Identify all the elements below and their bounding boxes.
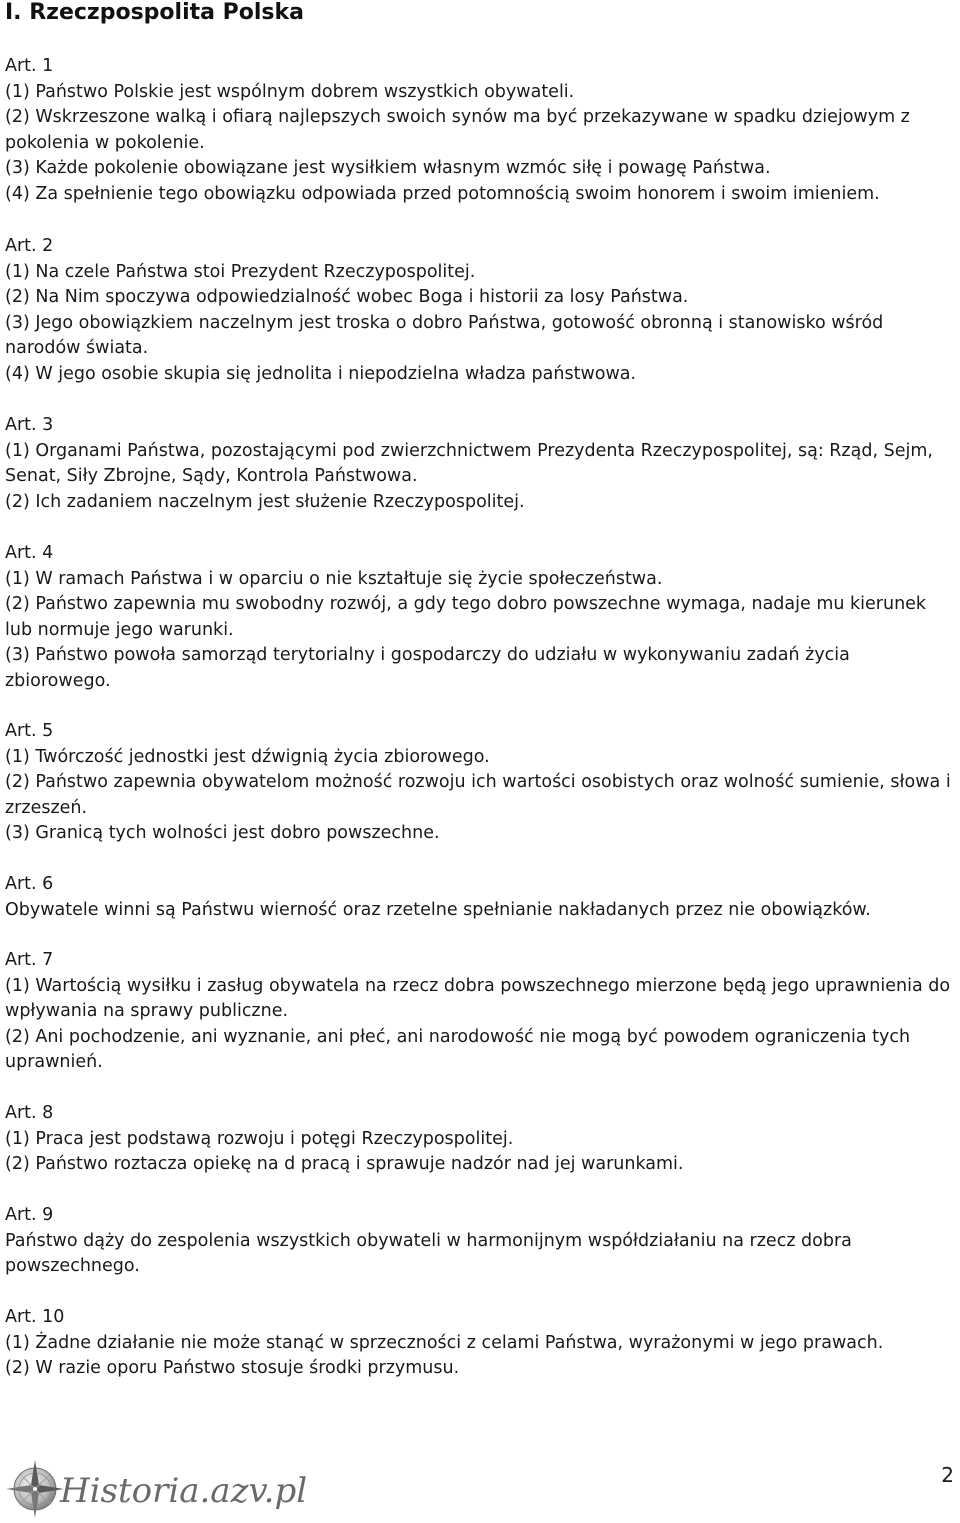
- article-paragraph: (3) Granicą tych wolności jest dobro powszechne.: [5, 823, 440, 844]
- article-6: [5, 872, 955, 923]
- article-heading: Art. 6: [5, 874, 54, 894]
- article-paragraph: (3) Jego obowiązkiem naczelnym jest troska o dobro Państwa, gotowość obronną i stanowisko wśród narodów świata.: [5, 312, 884, 359]
- article-9: [5, 1203, 955, 1280]
- article-paragraph: (2) Ich zadaniem naczelnym jest służenie Rzeczypospolitej.: [5, 491, 525, 512]
- article-paragraph: Obywatele winni są Państwu wierność oraz rzetelne spełnianie nakładanych przez nie obowiązków.: [5, 899, 871, 920]
- historia-logo: [4, 1458, 308, 1520]
- article-paragraph: (3) Państwo powoła samorząd terytorialny i gospodarczy do udziału w wykonywaniu zadań życia zbiorowego.: [5, 645, 850, 691]
- logo-wordmark: Historia.azv.pl: [60, 1471, 308, 1511]
- article-7: [5, 948, 955, 1076]
- article-heading: Art. 2: [5, 236, 54, 256]
- article-paragraph: (2) Na Nim spoczywa odpowiedzialność wobec Boga i historii za losy Państwa.: [5, 287, 689, 308]
- article-heading: Art. 8: [5, 1103, 54, 1123]
- article-5: [5, 719, 955, 847]
- article-paragraph: (1) W ramach Państwa i w oparciu o nie kształtuje się życie społeczeństwa.: [5, 568, 663, 589]
- article-heading: Art. 10: [5, 1307, 65, 1327]
- article-paragraph: (4) Za spełnienie tego obowiązku odpowiada przed potomnością swoim honorem i swoim imieniem.: [5, 183, 880, 204]
- article-1: [5, 54, 955, 208]
- article-paragraph: (2) Ani pochodzenie, ani wyznanie, ani płeć, ani narodowość nie mogą być powodem ograniczenia tych uprawnień.: [5, 1026, 911, 1073]
- article-heading: Art. 4: [5, 543, 54, 563]
- article-heading: Art. 7: [5, 950, 54, 970]
- compass-rose-icon: [6, 1460, 64, 1518]
- article-paragraph: (1) Praca jest podstawą rozwoju i potęgi Rzeczypospolitej.: [5, 1128, 514, 1149]
- article-paragraph: (1) Wartością wysiłku i zasług obywatela na rzecz dobra powszechnego mierzone będą jego uprawnienia do wpływania na sprawy publiczne.: [5, 975, 951, 1022]
- article-paragraph: (1) Twórczość jednostki jest dźwignią życia zbiorowego.: [5, 746, 490, 767]
- article-3: [5, 413, 955, 515]
- article-paragraph: (4) W jego osobie skupia się jednolita i niepodzielna władza państwowa.: [5, 363, 637, 384]
- page-number: 2: [941, 1463, 954, 1487]
- article-paragraph: (2) W razie oporu Państwo stosuje środki przymusu.: [5, 1358, 460, 1379]
- article-paragraph: (2) Państwo zapewnia mu swobodny rozwój, a gdy tego dobro powszechne wymaga, nadaje mu kierunek lub normuje jego warunki.: [5, 594, 927, 640]
- article-paragraph: (2) Państwo zapewnia obywatelom możność rozwoju ich wartości osobistych oraz wolność sumienie, słowa i zrzeszeń.: [5, 772, 951, 818]
- article-paragraph: (2) Wskrzeszone walką i ofiarą najlepszych swoich synów ma być przekazywane w spadku dziejowym z pokolenia w pokolenie.: [5, 107, 910, 153]
- article-8: [5, 1101, 955, 1178]
- article-paragraph: (2) Państwo roztacza opiekę na d pracą i sprawuje nadzór nad jej warunkami.: [5, 1154, 684, 1175]
- article-2: [5, 234, 955, 388]
- article-4: [5, 541, 955, 695]
- article-paragraph: (1) Na czele Państwa stoi Prezydent Rzeczypospolitej.: [5, 261, 476, 282]
- article-paragraph: Państwo dąży do zespolenia wszystkich obywateli w harmonijnym współdziałaniu na rzecz dobra powszechnego.: [5, 1230, 852, 1277]
- article-10: [5, 1305, 955, 1382]
- article-paragraph: (1) Organami Państwa, pozostającymi pod zwierzchnictwem Prezydenta Rzeczypospolitej, są: Rząd, Sejm, Senat, Siły Zbrojne, Sądy, Kontrola Państwowa.: [5, 440, 933, 487]
- article-heading: Art. 5: [5, 721, 54, 741]
- article-paragraph: (1) Żadne działanie nie może stanąć w sprzeczności z celami Państwa, wyrażonymi w jego prawach.: [5, 1332, 884, 1353]
- section-title: I. Rzeczpospolita Polska: [5, 0, 304, 25]
- article-heading: Art. 3: [5, 415, 54, 435]
- article-paragraph: (1) Państwo Polskie jest wspólnym dobrem wszystkich obywateli.: [5, 81, 575, 102]
- article-heading: Art. 1: [5, 56, 54, 76]
- article-heading: Art. 9: [5, 1205, 54, 1225]
- article-paragraph: (3) Każde pokolenie obowiązane jest wysiłkiem własnym wzmóc siłę i powagę Państwa.: [5, 158, 771, 179]
